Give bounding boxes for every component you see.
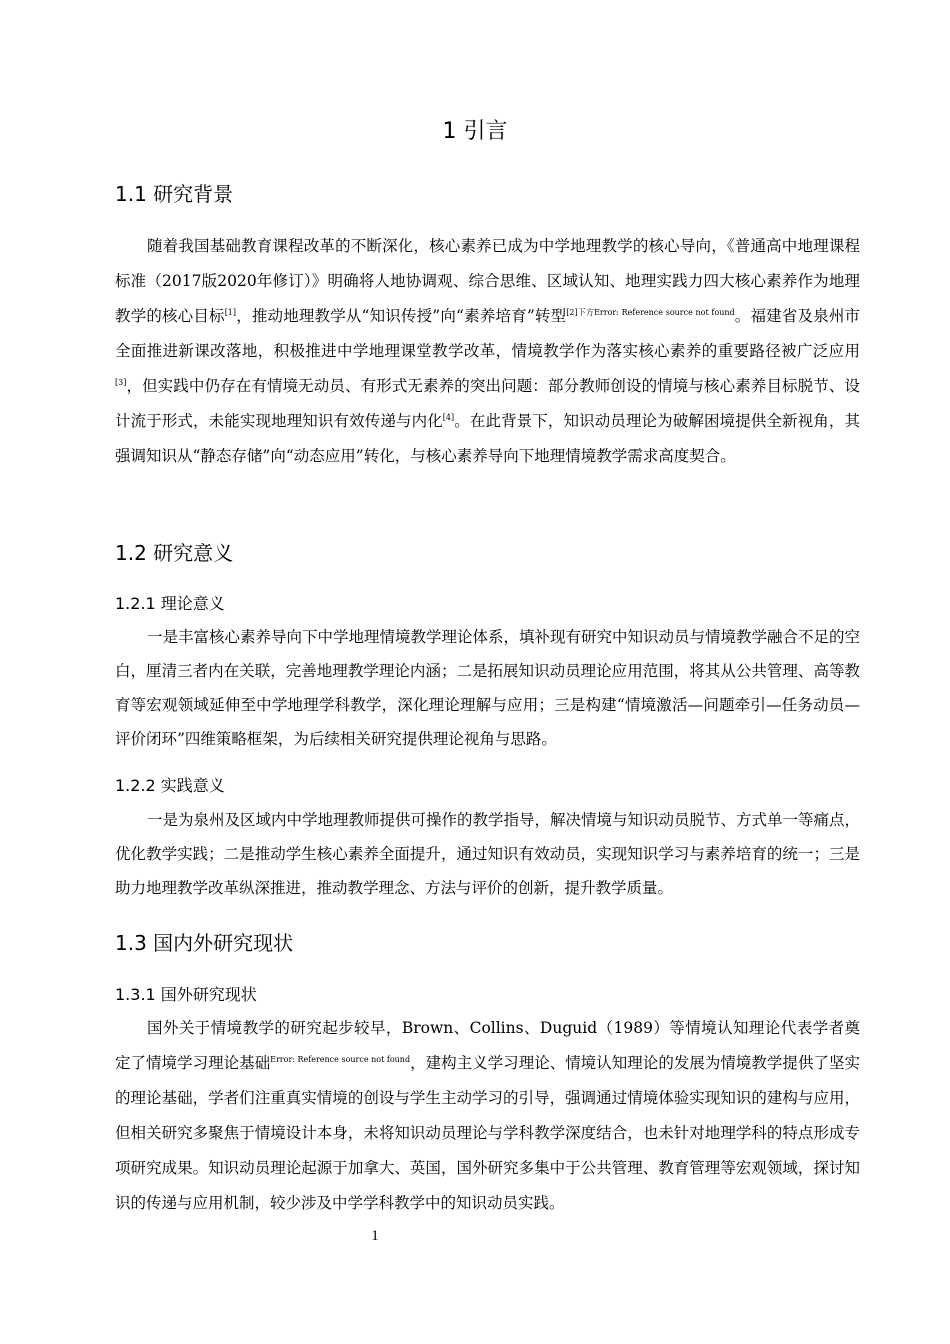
- citation-3: [3]: [115, 378, 127, 387]
- text-run: ，但实践中仍存在有情境无动员、有形式无素养的突出问题：部分教师创设的情境与核心素养目标脱节、设计流于形式，未能实现地理知识有效传递与内化: [115, 377, 860, 430]
- chapter-title: 1 引言: [442, 119, 508, 144]
- text-run: 。福建省及泉州市全面推进新课改落地，积极推进中学地理课堂教学改革，情境教学作为落实核心素养的重要路径被广泛应用: [115, 307, 860, 360]
- section-heading-1-3: 1.3 国内外研究现状: [115, 931, 294, 955]
- citation-1: [1]: [224, 308, 237, 317]
- text-run: ，建构主义学习理论、情境认知理论的发展为情境教学提供了坚实的理论基础，学者们注重真实情境的创设与学生主动学习的引导，强调通过情境体验实现知识的建构与应用，但相关研究多聚焦于情境设计本身，未将知识动员理论与学科教学深度结合，也未针对地理学科的特点形成专项研究成果。知识动员理论起源于加拿大、英国，国外研究多集中于公共管理、教育管理等宏观领域，探讨知识的传递与应用机制，较少涉及中学学科教学中的知识动员实践。: [115, 1054, 860, 1212]
- paragraph-foreign-research: [115, 1011, 860, 1221]
- paragraph-practical-significance: 一是为泉州及区域内中学地理教师提供可操作的教学指导，解决情境与知识动员脱节、方式单一等痛点，优化教学实践；二是推动学生核心素养全面提升，通过知识有效动员，实现知识学习与素养培育的统一；三是助力地理教学改革纵深推进，推动教学理念、方法与评价的创新，提升教学质量。: [115, 811, 861, 897]
- page-number: 1: [371, 1228, 379, 1244]
- text-run: ，推动地理教学从“知识传授”向“素养培育”转型: [236, 307, 567, 325]
- text-run: 国外关于情境教学的研究起步较早，Brown、Collins、Duguid（1989）等情境认知理论代表学者奠定了情境学习理论基础: [115, 1019, 860, 1072]
- section-heading-1-2: 1.2 研究意义: [115, 541, 234, 565]
- text-run: 随着我国基础教育课程改革的不断深化，核心素养已成为中学地理教学的核心导向，《普通高中地理课程标准（2017版2020年修订）》明确将人地协调观、综合思维、区域认知、地理实践力四大核心素养作为地理教学的核心目标: [115, 237, 860, 325]
- paragraph-background: [115, 229, 860, 474]
- paragraph-theoretical-significance: 一是丰富核心素养导向下中学地理情境教学理论体系，填补现有研究中知识动员与情境教学融合不足的空白，厘清三者内在关联，完善地理教学理论内涵；二是拓展知识动员理论应用范围，将其从公共管理、高等教育等宏观领域延伸至中学地理学科教学，深化理论理解与应用；三是构建“情境激活—问题牵引—任务动员—评价闭环”四维策略框架，为后续相关研究提供理论视角与思路。: [115, 628, 861, 748]
- text-run: 。在此背景下，知识动员理论为破解困境提供全新视角，其强调知识从“静态存储”向“动态应用”转化，与核心素养导向下地理情境教学需求高度契合。: [115, 412, 860, 465]
- citation-error: Error: Reference source not found: [270, 1055, 411, 1064]
- subsection-heading-1-2-1: 1.2.1 理论意义: [115, 594, 225, 613]
- citation-2: [2]下方Error: Reference source not found: [566, 308, 735, 317]
- citation-4: [4]: [442, 413, 455, 422]
- subsection-heading-1-2-2: 1.2.2 实践意义: [115, 776, 225, 795]
- subsection-heading-1-3-1: 1.3.1 国外研究现状: [115, 985, 257, 1004]
- section-heading-1-1: 1.1 研究背景: [115, 182, 234, 206]
